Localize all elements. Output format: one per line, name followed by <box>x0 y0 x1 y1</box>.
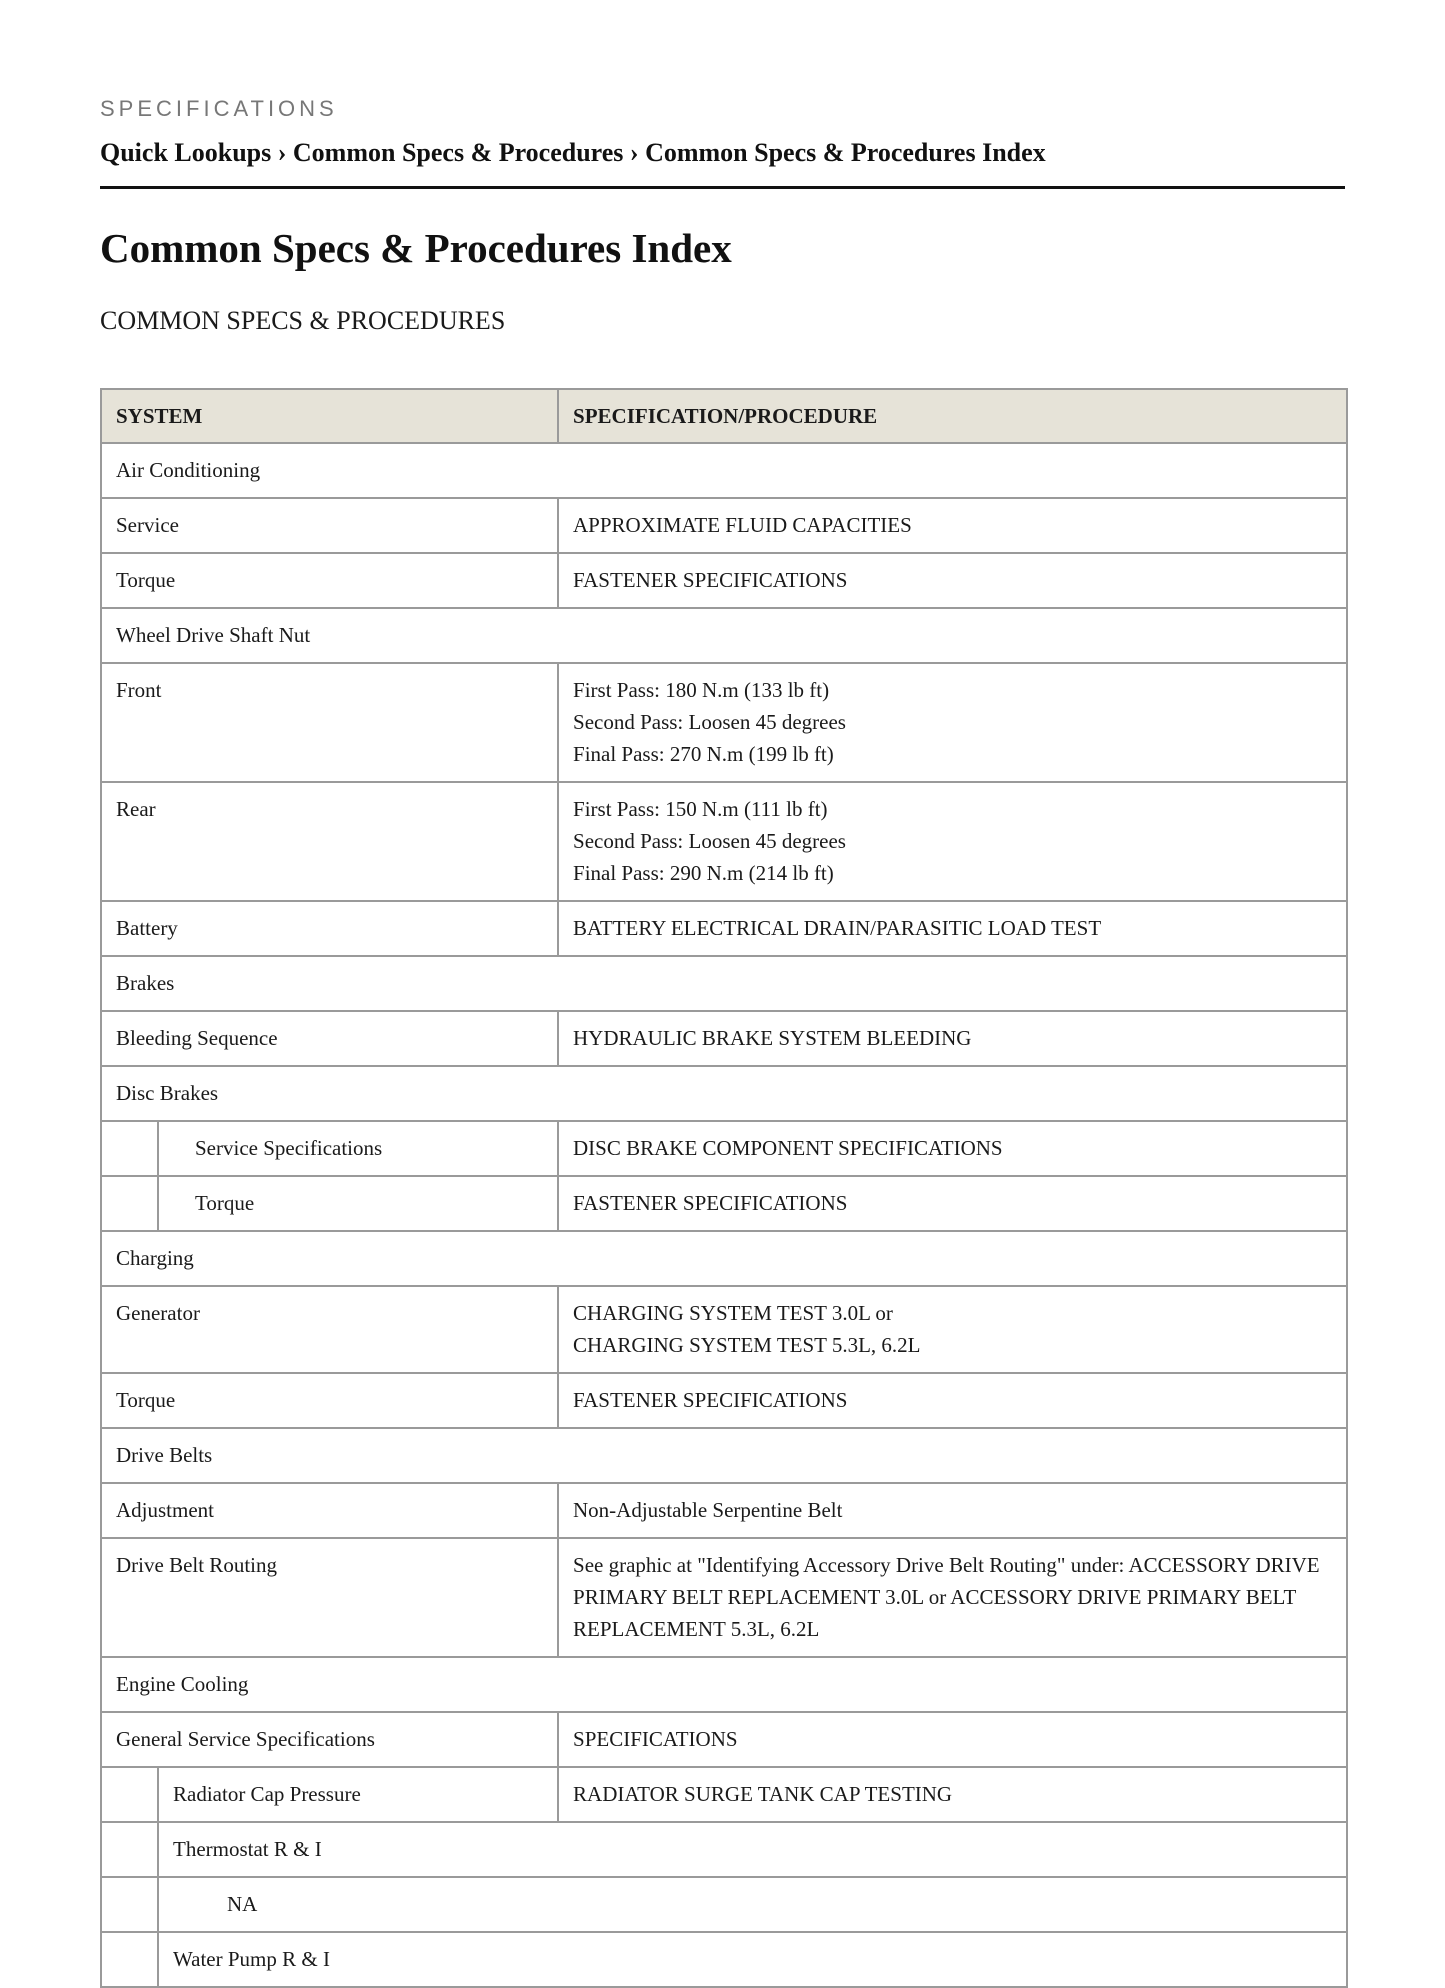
spec-link[interactable]: CHARGING SYSTEM TEST 3.0L or <box>573 1301 893 1325</box>
subsystem-label: Water Pump R & I <box>158 1932 1347 1987</box>
table-row <box>101 1066 1347 1121</box>
system-brakes: Brakes <box>101 956 1347 1011</box>
table-row <box>101 901 1347 956</box>
table-row <box>101 1428 1347 1483</box>
spec-link[interactable]: FASTENER SPECIFICATIONS <box>558 553 1347 608</box>
system-engine-cooling: Engine Cooling <box>101 1657 1347 1712</box>
table-row <box>101 1877 1347 1932</box>
indent-cell <box>101 1767 158 1822</box>
table-header-row <box>101 389 1347 443</box>
spec-link[interactable]: APPROXIMATE FLUID CAPACITIES <box>558 498 1347 553</box>
system-battery: Battery <box>101 901 558 956</box>
table-row <box>101 1011 1347 1066</box>
spec-link[interactable]: RADIATOR SURGE TANK CAP TESTING <box>558 1767 1347 1822</box>
spec-line: Final Pass: 270 N.m (199 lb ft) <box>573 742 834 766</box>
subsystem-label: Generator <box>101 1286 558 1373</box>
table-row <box>101 1176 1347 1231</box>
subsystem-label: General Service Specifications <box>101 1712 558 1767</box>
spec-link[interactable]: CHARGING SYSTEM TEST 5.3L, 6.2L <box>573 1333 921 1357</box>
indent-cell <box>101 1176 158 1231</box>
table-row <box>101 1121 1347 1176</box>
spec-link[interactable]: BATTERY ELECTRICAL DRAIN/PARASITIC LOAD TEST <box>558 901 1347 956</box>
spec-line: Final Pass: 290 N.m (214 lb ft) <box>573 861 834 885</box>
specs-table <box>100 388 1348 1988</box>
spec-value-multiline <box>558 663 1347 782</box>
table-row <box>101 1822 1347 1877</box>
subsystem-label: Torque <box>158 1176 558 1231</box>
table-row <box>101 498 1347 553</box>
table-row <box>101 608 1347 663</box>
table-row <box>101 1231 1347 1286</box>
spec-link[interactable]: HYDRAULIC BRAKE SYSTEM BLEEDING <box>558 1011 1347 1066</box>
spec-link[interactable]: SPECIFICATIONS <box>558 1712 1347 1767</box>
subsystem-label: Drive Belt Routing <box>101 1538 558 1657</box>
table-row <box>101 1373 1347 1428</box>
subsystem-label: Torque <box>101 1373 558 1428</box>
indent-cell <box>101 1822 158 1877</box>
spec-line: Second Pass: Loosen 45 degrees <box>573 710 846 734</box>
subsystem-label: Radiator Cap Pressure <box>158 1767 558 1822</box>
system-charging: Charging <box>101 1231 1347 1286</box>
subsystem-label: Rear <box>101 782 558 901</box>
indent-cell <box>101 1121 158 1176</box>
spec-value: See graphic at "Identifying Accessory Drive Belt Routing" under: ACCESSORY DRIVE PRIMARY BELT REPLACEMENT 3.0L or ACCESSORY DRIVE PRIMARY BELT REPLACEMENT 5.3L, 6.2L <box>558 1538 1347 1657</box>
subsystem-label: Adjustment <box>101 1483 558 1538</box>
system-air-conditioning: Air Conditioning <box>101 443 1347 498</box>
subsystem-label: Front <box>101 663 558 782</box>
subsystem-label: Service <box>101 498 558 553</box>
spec-value: NA <box>158 1877 1347 1932</box>
subsystem-label: Torque <box>101 553 558 608</box>
spec-value: Non-Adjustable Serpentine Belt <box>558 1483 1347 1538</box>
column-header-spec: SPECIFICATION/PROCEDURE <box>558 389 1347 443</box>
spec-value-multiline <box>558 782 1347 901</box>
table-row <box>101 782 1347 901</box>
table-row <box>101 1286 1347 1373</box>
subsystem-label: Bleeding Sequence <box>101 1011 558 1066</box>
subsystem-disc-brakes: Disc Brakes <box>101 1066 1347 1121</box>
table-row <box>101 1483 1347 1538</box>
table-row <box>101 956 1347 1011</box>
table-row <box>101 553 1347 608</box>
table-row <box>101 1767 1347 1822</box>
spec-link[interactable]: FASTENER SPECIFICATIONS <box>558 1373 1347 1428</box>
table-row <box>101 443 1347 498</box>
page-title: Common Specs & Procedures Index <box>100 225 732 271</box>
subsystem-label: Service Specifications <box>158 1121 558 1176</box>
system-drive-belts: Drive Belts <box>101 1428 1347 1483</box>
section-heading: COMMON SPECS & PROCEDURES <box>100 306 506 335</box>
column-header-system: SYSTEM <box>101 389 558 443</box>
table-row <box>101 1657 1347 1712</box>
table-row <box>101 1712 1347 1767</box>
subsystem-label: Thermostat R & I <box>158 1822 1347 1877</box>
table-row <box>101 1932 1347 1987</box>
system-wheel-drive-shaft-nut: Wheel Drive Shaft Nut <box>101 608 1347 663</box>
spec-value-multiline <box>558 1286 1347 1373</box>
indent-cell <box>101 1877 158 1932</box>
breadcrumb[interactable]: Quick Lookups › Common Specs & Procedures › Common Specs & Procedures Index <box>100 138 1046 167</box>
spec-line: First Pass: 180 N.m (133 lb ft) <box>573 678 830 702</box>
spec-link[interactable]: DISC BRAKE COMPONENT SPECIFICATIONS <box>558 1121 1347 1176</box>
table-row <box>101 663 1347 782</box>
indent-cell <box>101 1932 158 1987</box>
header-divider <box>100 186 1345 189</box>
table-row <box>101 1538 1347 1657</box>
spec-link[interactable]: FASTENER SPECIFICATIONS <box>558 1176 1347 1231</box>
spec-line: First Pass: 150 N.m (111 lb ft) <box>573 797 828 821</box>
section-kicker: SPECIFICATIONS <box>100 96 338 121</box>
spec-line: Second Pass: Loosen 45 degrees <box>573 829 846 853</box>
